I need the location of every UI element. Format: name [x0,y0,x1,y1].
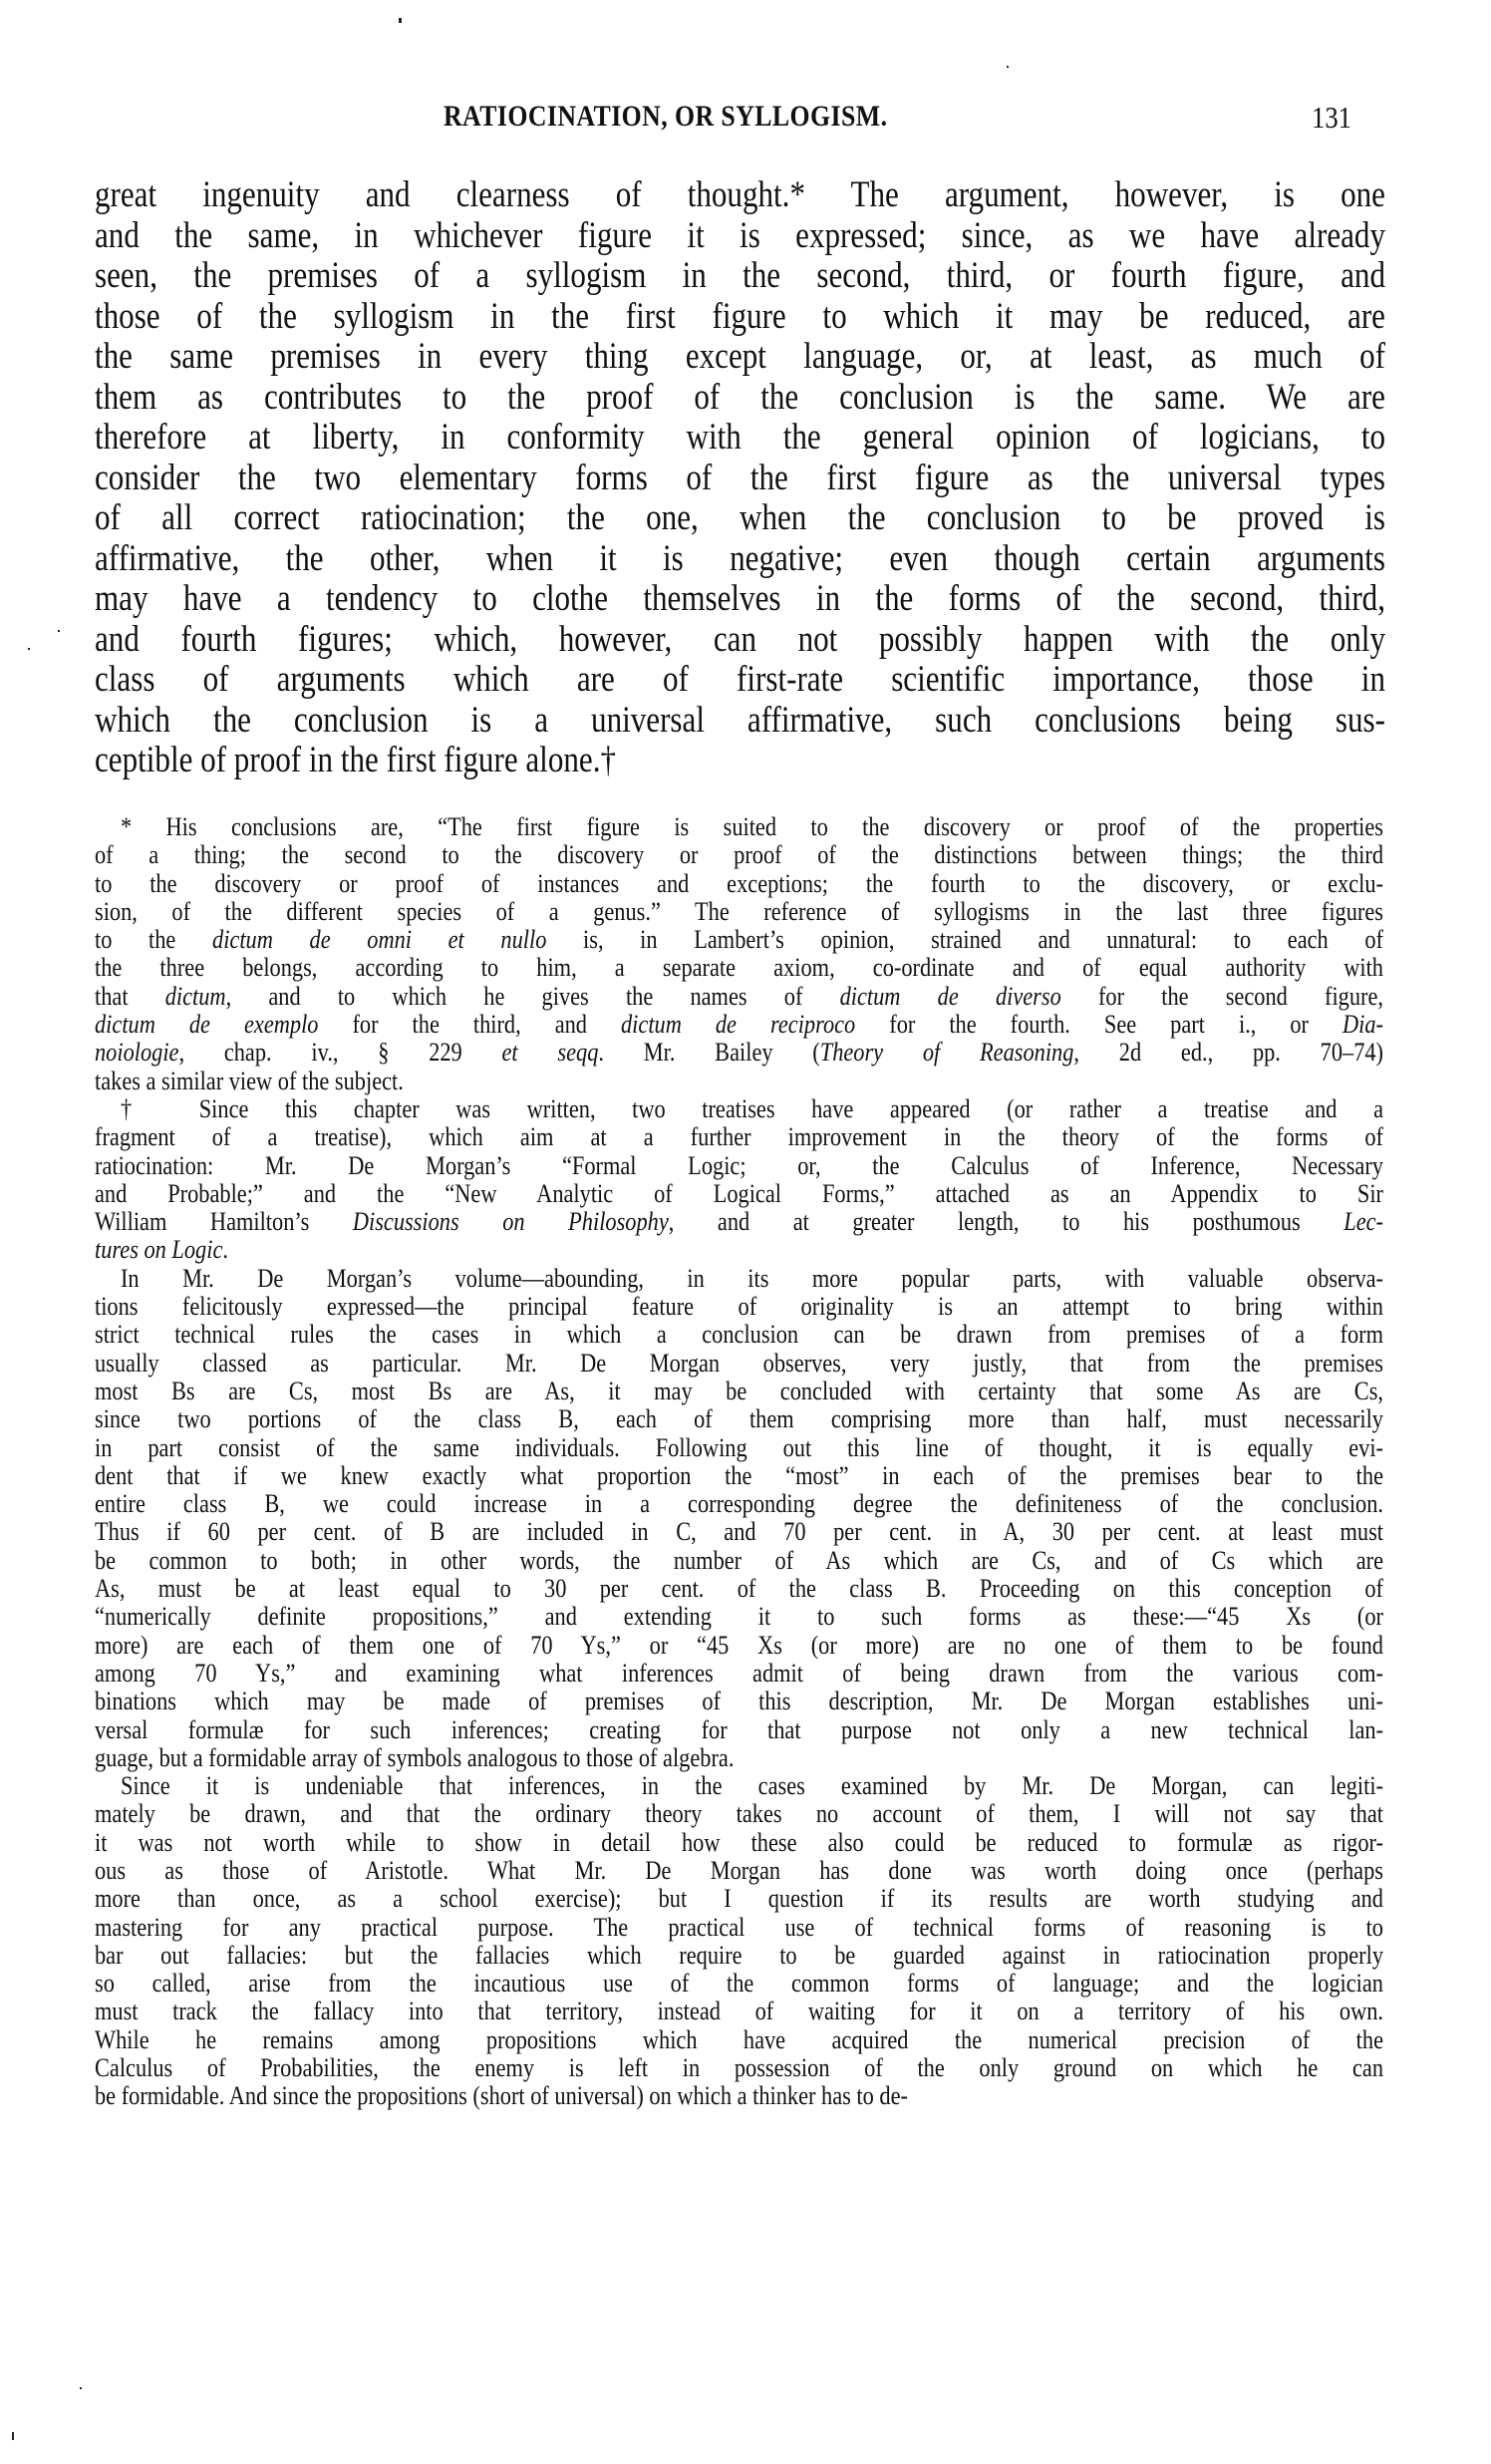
text-line: Calculus of Probabilities, the enemy is left in possession of the only ground on which he can [95,2053,1383,2083]
text-line [95,813,1383,841]
text-run: . Mr. Bailey ( [598,1038,820,1068]
text-line [95,954,1383,982]
text-line [95,870,1383,898]
text-line: so called, arise from the incautious use of the common forms of language; and the logician [95,1969,1383,1999]
italic-text: noiologie [95,1038,179,1068]
footnotes [95,813,1383,2111]
text-line: which the conclusion is a universal affirmative, such conclusions being sus- [95,699,1385,741]
text-line [95,1068,1383,1095]
text-line: As, must be at least equal to 30 per cent. of the class B. Proceeding on this conception of [95,1574,1383,1604]
italic-text: dictum [164,981,226,1011]
italic-text: dictum de exemplo [95,1010,319,1040]
text-line [95,983,1383,1011]
text-line: great ingenuity and clearness of thought.* The argument, however, is one [95,174,1385,215]
text-line: “numerically definite propositions,” and extending it to such forms as these:—“45 Xs (or [95,1602,1383,1632]
text-line: While he remains among propositions which have acquired the numerical precision of the [95,2024,1383,2054]
text-line: more) are each of them one of 70 Ys,” or “45 Xs (or more) are no one of them to be found [95,1630,1383,1660]
scan-speck [80,2387,82,2389]
scan-speck [1007,66,1009,68]
text-line [95,1208,1383,1236]
text-line: therefore at liberty, in conformity with the general opinion of logicians, to [95,417,1385,458]
footnote-star [95,813,1383,1095]
text-run: , and to which he gives the names of [225,981,840,1011]
text-line: dent that if we knew exactly what proportion the “most” in each of the premises bear to the [95,1460,1383,1490]
italic-text: tures on Logic [95,1235,223,1265]
text-line: and the same, in whichever figure it is expressed; since, as we have already [95,214,1385,256]
text-line: must track the fallacy into that territory, instead of waiting for it on a territory of his own. [95,1997,1383,2026]
text-line: tions felicitously expressed—the principal feature of originality is an attempt to bring within [95,1292,1383,1322]
text-line: them as contributes to the proof of the conclusion is the same. We are [95,376,1385,418]
text-line: ous as those of Aristotle. What Mr. De Morgan has done was worth doing once (perhaps [95,1855,1383,1885]
scan-speck [28,648,30,650]
text-run: and Probable;” and the “New Analytic of Logical Forms,” attached as an Appendix to Sir [95,1178,1383,1208]
text-line: usually classed as particular. Mr. De Morgan observes, very justly, that from the premises [95,1348,1383,1378]
text-line: consider the two elementary forms of the first figure as the universal types [95,457,1385,498]
text-run: . [222,1235,228,1265]
text-line: class of arguments which are of first-rate scientific importance, those in [95,659,1385,700]
text-line [95,898,1383,926]
page-header [0,100,1491,140]
text-run: ratiocination: Mr. De Morgan’s “Formal Logic; or, the Calculus of Inference, Necessary [95,1150,1383,1180]
text-run: is, in Lambert’s opinion, strained and unnatural: to each of [546,925,1383,955]
text-line: Since it is undeniable that inferences, in the cases examined by Mr. De Morgan, can legiti- [120,1771,1383,1801]
text-line [95,1039,1383,1067]
text-line: binations which may be made of premises of this description, Mr. De Morgan establishes uni- [95,1687,1383,1716]
text-line: among 70 Ys,” and examining what inferences admit of being drawn from the various com- [95,1658,1383,1688]
text-line: since two portions of the class B, each of them comprising more than half, must necessarily [95,1404,1383,1434]
text-line [95,1180,1383,1208]
text-line: may have a tendency to clothe themselves in the forms of the second, third, [95,578,1385,619]
text-run: to the [95,925,213,955]
text-line: In Mr. De Morgan’s volume—abounding, in its more popular parts, with valuable observa- [120,1263,1383,1293]
text-run: , chap. iv., § 229 [178,1038,502,1068]
text-line [95,1236,1383,1264]
text-line [95,926,1383,954]
text-line [95,1152,1383,1180]
italic-text: et seqq [501,1038,599,1068]
text-line: mately be drawn, and that the ordinary theory takes no account of them, I will not say that [95,1799,1383,1829]
text-line: be common to both; in other words, the number of As which are Cs, and of Cs which are [95,1545,1383,1575]
italic-text: dictum de omni et nullo [212,925,547,955]
text-line: Thus if 60 per cent. of B are included in C, and 70 per cent. in A, 30 per cent. at least must [95,1517,1383,1547]
footnote-paragraph-de-morgan [95,1265,1383,1772]
text-line: seen, the premises of a syllogism in the second, third, or fourth figure, and [95,255,1385,296]
text-line: ceptible of proof in the first figure alone.† [95,740,617,780]
text-line: be formidable. And since the propositions (short of universal) on which a thinker has to de- [95,2081,908,2111]
text-line: guage, but a formidable array of symbols analogous to those of algebra. [95,1742,735,1772]
text-line: it was not worth while to show in detail how these also could be reduced to formulæ as rigor- [95,1827,1383,1857]
text-run: to the discovery or proof of instances and exceptions; the fourth to the discovery, or exclu- [95,868,1383,898]
text-run: sion, of the different species of a genus.” The reference of syllogisms in the last three figures [95,896,1383,926]
scan-speck [58,630,60,632]
text-run: of a thing; the second to the discovery or proof of the distinctions between things; the third [95,840,1383,870]
text-line: affirmative, the other, when it is negative; even though certain arguments [95,537,1385,579]
text-line: mastering for any practical purpose. The practical use of technical forms of reasoning is to [95,1912,1383,1942]
text-line: of all correct ratiocination; the one, when the conclusion to be proved is [95,497,1385,538]
text-line: and fourth figures; which, however, can not possibly happen with the only [95,618,1385,660]
text-run: † Since this chapter was written, two treatises have appeared (or rather a treatise and a [120,1093,1383,1123]
text-line [95,1095,1383,1123]
text-line: the same premises in every thing except language, or, at least, as much of [95,336,1385,377]
italic-text: Dia- [1342,1010,1383,1040]
italic-text: dictum de reciproco [620,1010,856,1040]
text-line [95,1011,1383,1039]
text-line: more than once, as a school exercise); but I question if its results are worth studying and [95,1884,1383,1914]
page-number: 131 [1312,100,1351,135]
italic-text: Theory of Reasoning [819,1038,1074,1068]
text-line: most Bs are Cs, most Bs are As, it may be concluded with certainty that some As are Cs, [95,1376,1383,1405]
text-line: in part consist of the same individuals. Following out this line of thought, it is equally evi- [95,1432,1383,1462]
text-line [95,841,1383,869]
footnote-paragraph-undeniable [95,1772,1383,2111]
text-line [95,1123,1383,1151]
text-run: takes a similar view of the subject. [95,1066,404,1095]
text-run: for the third, and [318,1010,621,1040]
text-run: for the fourth. See part i., or [855,1010,1342,1040]
text-run: fragment of a treatise), which aim at a further improvement in the theory of the forms of [95,1122,1383,1152]
text-run: for the second figure, [1060,981,1383,1011]
italic-text: dictum de diverso [839,981,1061,1011]
running-title: RATIOCINATION, OR SYLLOGISM. [444,100,888,133]
footnote-dagger [95,1095,1383,1265]
text-run: William Hamilton’s [95,1207,353,1237]
scan-speck [12,2432,14,2440]
text-line: those of the syllogism in the first figure to which it may be reduced, are [95,295,1385,337]
text-run: , 2d ed., pp. 70–74) [1073,1038,1384,1068]
text-run: , and at greater length, to his posthumous [668,1207,1344,1237]
italic-text: Discussions on Philosophy [352,1207,669,1237]
main-paragraph [95,175,1385,781]
text-run: the three belongs, according to him, a separate axiom, co-ordinate and of equal authority with [95,953,1383,983]
text-line: strict technical rules the cases in which a conclusion can be drawn from premises of a form [95,1320,1383,1350]
text-line: versal formulæ for such inferences; creating for that purpose not only a new technical lan- [95,1714,1383,1744]
scan-speck [399,18,402,23]
text-run: * His conclusions are, “The first figure is suited to the discovery or proof of the properties [120,812,1383,841]
text-line: bar out fallacies: but the fallacies which require to be guarded against in ratiocination properly [95,1940,1383,1970]
text-run: that [95,981,165,1011]
italic-text: Lec- [1343,1207,1383,1237]
text-line: entire class B, we could increase in a corresponding degree the definiteness of the conclusion. [95,1489,1383,1519]
